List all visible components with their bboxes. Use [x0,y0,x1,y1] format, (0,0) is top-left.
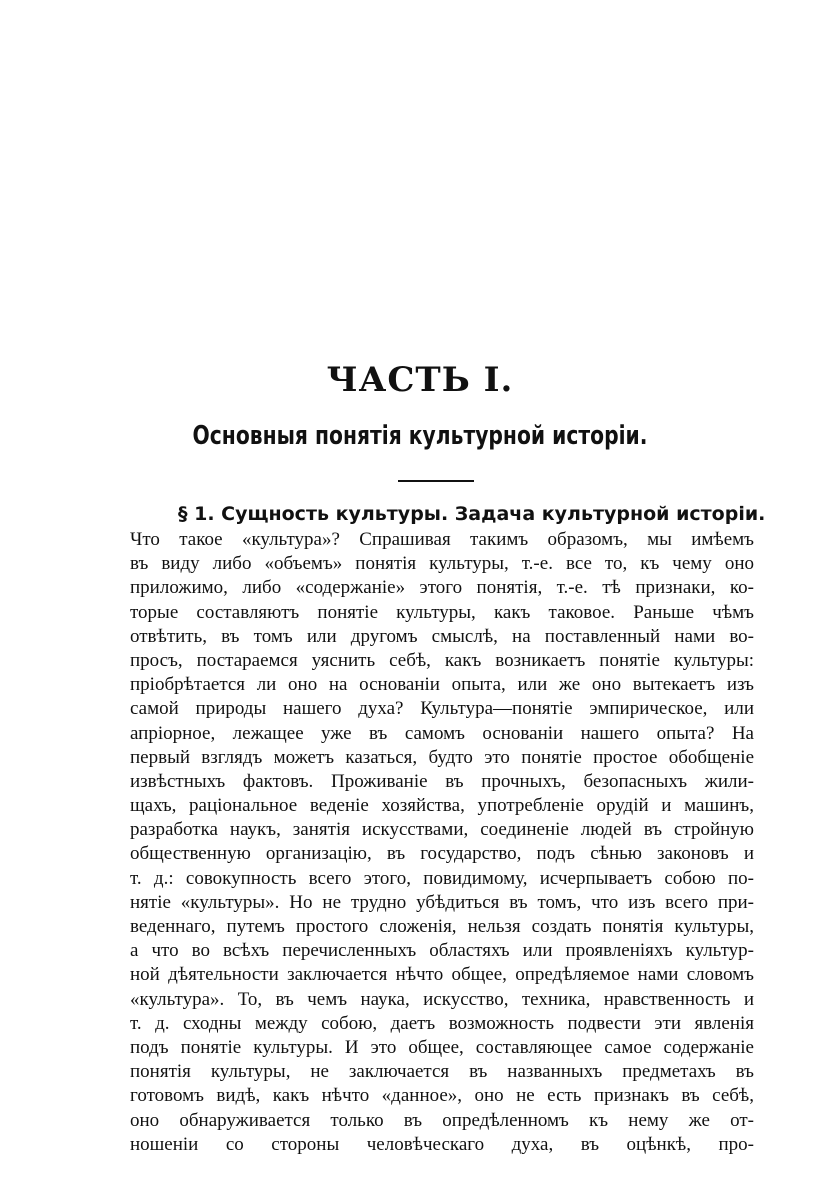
text-line: щахъ, раціональное веденіе хозяйства, употребленіе орудій и машинъ, [130,795,754,817]
text-line: пріобрѣтается ли оно на основаніи опыта, или же оно вытекаетъ изъ [130,674,754,696]
part-subtitle: Основныя понятія культурной исторіи. [192,421,648,451]
text-line: а что во всѣхъ перечисленныхъ областяхъ или проявленіяхъ культур- [130,940,754,962]
text-line: разработка наукъ, занятія искусствами, соединеніе людей въ стройную [130,819,754,841]
text-line: общественную организацію, въ государство, подъ сѣнью законовъ и [130,843,754,865]
text-line: Что такое «культура»? Спрашивая такимъ образомъ, мы имѣемъ [130,529,754,550]
text-line: т. д. сходны между собою, даетъ возможность подвести эти явленія [130,1012,754,1034]
section-heading: § 1. Сущность культуры. Задача культурной исторіи. [178,503,766,525]
text-line: самой природы нашего духа? Культура—понятіе эмпирическое, или [130,698,754,720]
body-text [130,528,754,1157]
text-line: отвѣтить, въ томъ или другомъ смыслѣ, на поставленный нами во- [130,625,754,647]
text-line: ной дѣятельности заключается нѣчто общее, опредѣляемое нами словомъ [130,964,754,986]
text-line: просъ, постараемся уяснить себѣ, какъ возникаетъ понятіе культуры: [130,649,754,671]
text-line: въ виду либо «объемъ» понятія культуры, т.-е. все то, къ чему оно [130,553,754,575]
text-line: «культура». То, въ чемъ наука, искусство, техника, нравственность и [130,988,754,1010]
text-line: извѣстныхъ фактовъ. Проживаніе въ прочныхъ, безопасныхъ жили- [130,770,754,792]
text-line: т. д.: совокупность всего этого, повидимому, исчерпываетъ собою по- [130,867,754,889]
text-line: торые составляютъ понятіе культуры, какъ таковое. Раньше чѣмъ [130,601,754,623]
text-line: приложимо, либо «содержаніе» этого понятія, т.-е. тѣ признаки, ко- [130,577,754,599]
text-line: готовомъ видѣ, какъ нѣчто «данное», оно не есть признакъ въ себѣ, [130,1085,754,1107]
text-line: оно обнаруживается только въ опредѣленномъ къ нему же от- [130,1109,754,1131]
text-line: веденнаго, путемъ простого сложенія, нельзя создать понятія культуры, [130,916,754,937]
text-line: подъ понятіе культуры. И это общее, составляющее самое содержаніе [130,1036,754,1058]
text-line: нятіе «культуры». Но не трудно убѣдиться въ томъ, что изъ всего при- [130,891,754,913]
part-title: ЧАСТЬ I. [326,360,514,400]
text-line: апріорное, лежащее уже въ самомъ основаніи нашего опыта? На [130,722,754,744]
separator-rule [398,480,474,482]
text-line: понятія культуры, не заключается въ названныхъ предметахъ въ [130,1061,754,1083]
text-line: ношеніи со стороны человѣческаго духа, въ оцѣнкѣ, про- [130,1133,754,1155]
text-line: первый взглядъ можетъ казаться, будто это понятіе простое обобщеніе [130,746,754,768]
